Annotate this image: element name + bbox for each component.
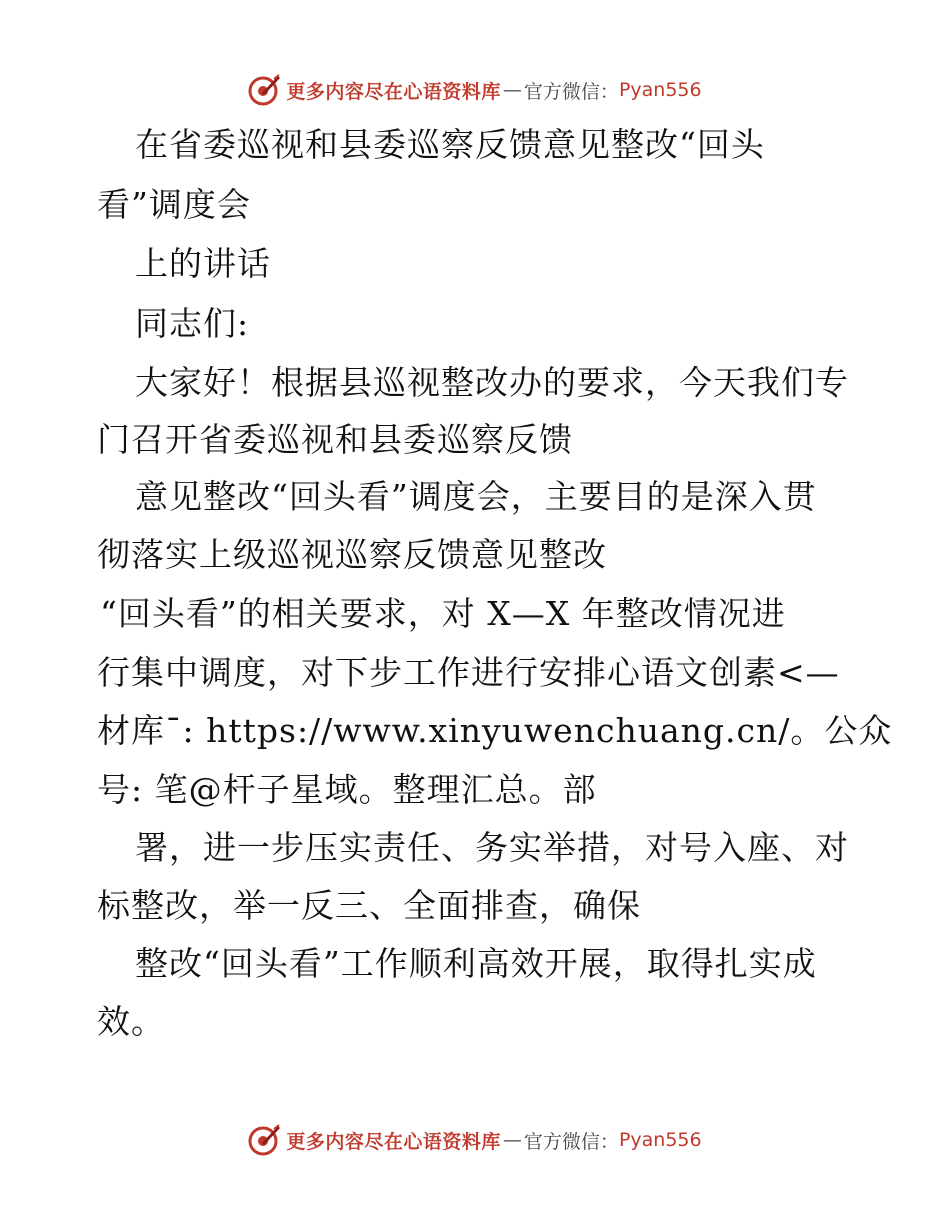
paragraph-line: 彻落实上级巡视巡察反馈意见整改 bbox=[97, 535, 607, 574]
paragraph-line: 标整改，举一反三、全面排查，确保 bbox=[97, 886, 641, 925]
header-promo-text: 更多内容尽在心语资料库 bbox=[286, 80, 501, 103]
quill-logo-icon bbox=[248, 73, 282, 107]
footer-banner bbox=[0, 1120, 950, 1160]
title-line-2: 看”调度会 bbox=[97, 185, 251, 224]
header-banner bbox=[0, 70, 950, 110]
paragraph-line: 意见整改“回头看”调度会，主要目的是深入贯 bbox=[135, 477, 817, 516]
paragraph-line: 材库¯: https://www.xinyuwenchuang.cn/。公众 bbox=[97, 711, 893, 750]
paragraph-line: 号: 笔@杆子星域。整理汇总。部 bbox=[97, 770, 597, 809]
header-wechat-label: 官方微信： bbox=[523, 80, 619, 103]
header-separator: — bbox=[502, 79, 522, 101]
footer-wechat-label: 官方微信： bbox=[523, 1130, 619, 1153]
header-wechat-id: Pyan556 bbox=[618, 79, 702, 101]
paragraph-line: 署，进一步压实责任、务实举措，对号入座、对 bbox=[135, 828, 849, 867]
paragraph-line: 整改“回头看”工作顺利高效开展，取得扎实成 bbox=[135, 944, 817, 983]
paragraph-line: 效。 bbox=[97, 1002, 165, 1041]
title-line-1: 在省委巡视和县委巡察反馈意见整改“回头 bbox=[135, 125, 765, 164]
footer-separator: — bbox=[502, 1129, 522, 1151]
paragraph-line: “回头看”的相关要求，对 X—X 年整改情况进 bbox=[100, 594, 786, 633]
salutation: 同志们: bbox=[135, 304, 250, 343]
quill-logo-icon bbox=[248, 1123, 282, 1157]
footer-wechat-id: Pyan556 bbox=[618, 1129, 702, 1151]
paragraph-line: 大家好！根据县巡视整改办的要求，今天我们专 bbox=[135, 363, 849, 402]
paragraph-line: 门召开省委巡视和县委巡察反馈 bbox=[97, 420, 573, 459]
paragraph-line: 行集中调度，对下步工作进行安排心语文创素<— bbox=[97, 653, 840, 692]
footer-promo-text: 更多内容尽在心语资料库 bbox=[286, 1130, 501, 1153]
title-line-3: 上的讲话 bbox=[135, 244, 271, 283]
